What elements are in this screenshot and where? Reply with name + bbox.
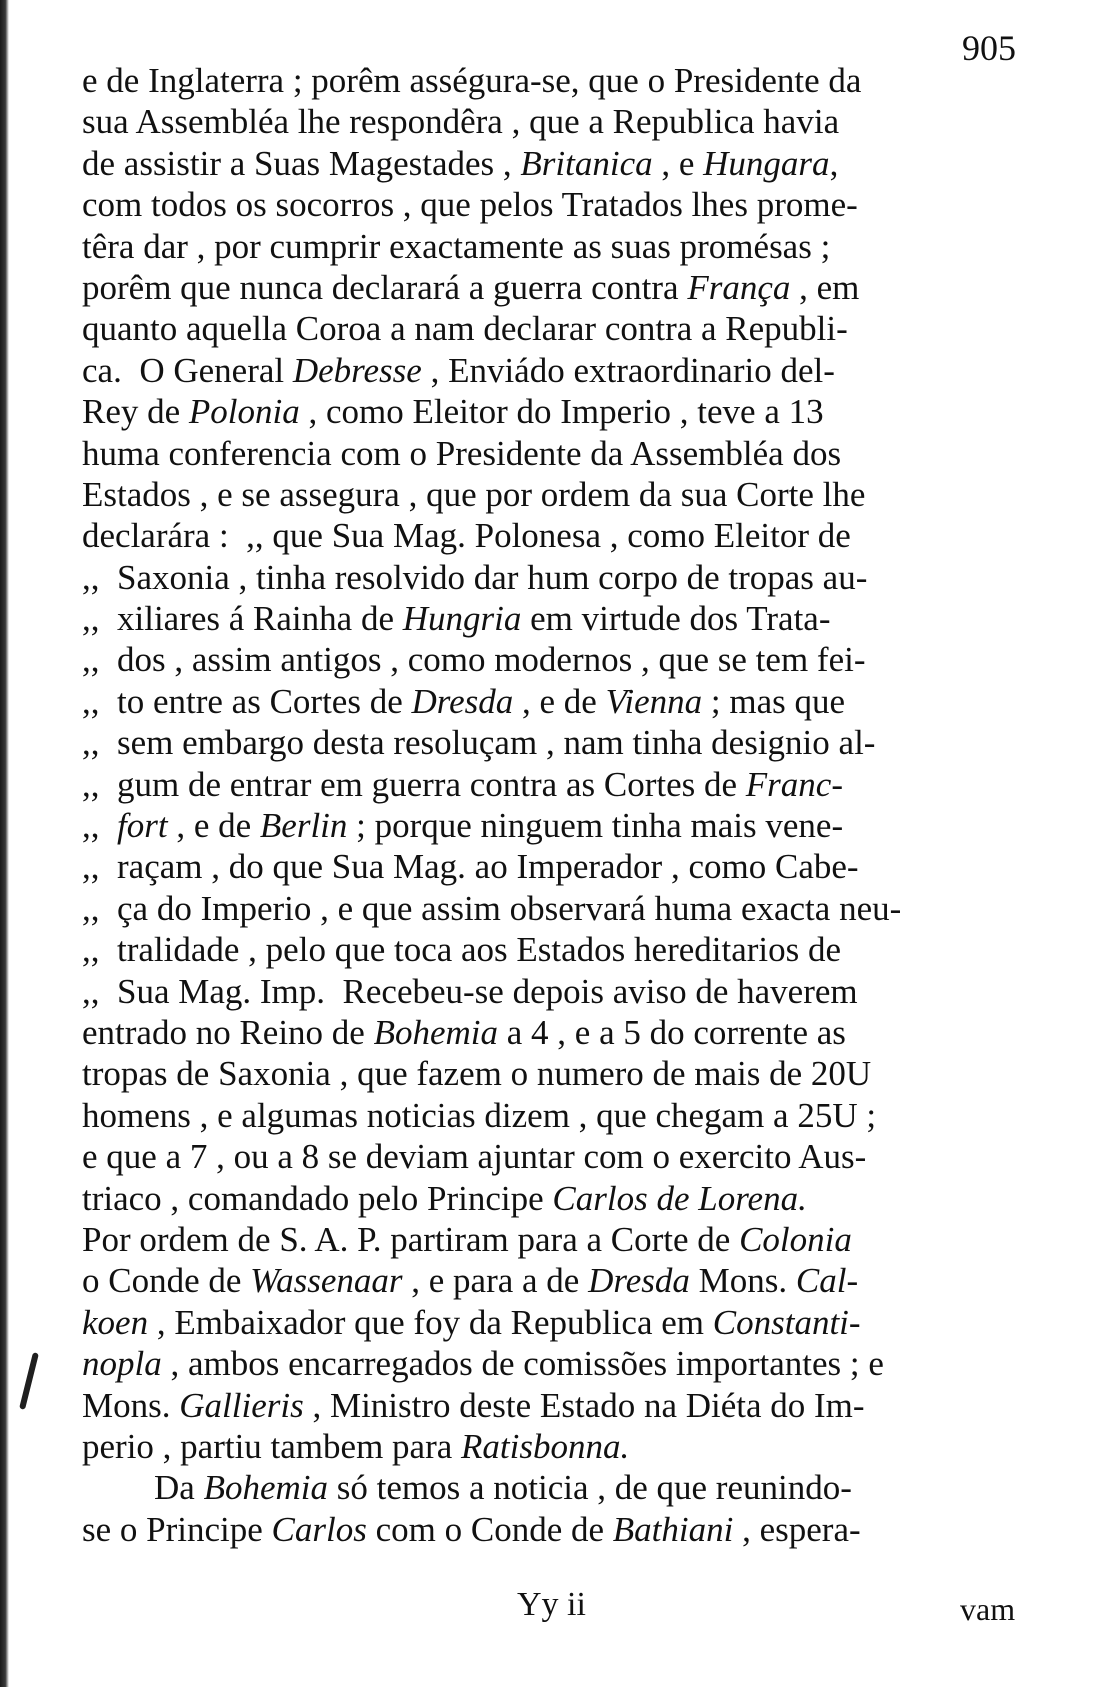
text-line: [82, 722, 1027, 763]
line-text: , e de: [167, 806, 260, 846]
text-line: [82, 515, 1027, 556]
line-text: com o Conde de: [366, 1509, 613, 1549]
text-line: [82, 1136, 1027, 1177]
italic-text: Berlin: [259, 806, 348, 846]
line-text: ,, ça do Imperio , e que assim observará huma exacta neu-: [82, 888, 902, 928]
text-line: [82, 681, 1027, 722]
italic-text: Wassenaar: [250, 1261, 403, 1301]
line-text: e que a 7 , ou a 8 se deviam ajuntar com o exercito Aus-: [82, 1137, 867, 1177]
line-text: triaco , comandado pelo Principe: [82, 1178, 553, 1218]
text-line: [82, 557, 1027, 598]
italic-text: Polonia: [188, 392, 300, 432]
body-text: [82, 60, 1027, 1550]
line-text: de assistir a Suas Magestades ,: [82, 143, 521, 183]
line-text: tropas de Saxonia , que fazem o numero de mais de 20U: [82, 1054, 872, 1094]
italic-text: Bohemia: [203, 1468, 328, 1508]
text-line: [82, 888, 1027, 929]
text-line: [82, 184, 1027, 225]
italic-text: Hungara: [703, 143, 830, 183]
line-text: , espera-: [733, 1509, 861, 1549]
line-text: Mons.: [689, 1261, 796, 1301]
text-line: [82, 846, 1027, 887]
text-line: [82, 60, 1027, 101]
line-text: sua Assembléa lhe respondêra , que a Republica havia: [82, 102, 840, 142]
italic-text: Carlos: [271, 1509, 367, 1549]
text-line: [82, 1467, 1027, 1508]
text-line: [82, 350, 1027, 391]
line-text: ,, Sua Mag. Imp. Recebeu-se depois aviso de haverem: [82, 971, 858, 1011]
text-line: [82, 1302, 1027, 1343]
line-text: com todos os socorros , que pelos Tratados lhes prome-: [82, 185, 858, 225]
line-text: , Embaixador que foy da Republica em: [148, 1302, 713, 1342]
page-number: 905: [962, 28, 1016, 68]
italic-text: Dresda: [411, 681, 514, 721]
line-text: porêm que nunca declarará a guerra contra: [82, 267, 688, 307]
text-line: [82, 1343, 1027, 1384]
line-text: , Ministro deste Estado na Diéta do Im-: [303, 1385, 865, 1425]
italic-text: Bathiani: [612, 1509, 734, 1549]
italic-text: Ratisbonna.: [461, 1426, 630, 1466]
line-text: têra dar , por cumprir exactamente as suas promésas ;: [82, 226, 831, 266]
italic-text: Constanti-: [712, 1302, 861, 1342]
catchword: vam: [960, 1591, 1016, 1627]
text-line: [82, 1095, 1027, 1136]
italic-text: nopla: [82, 1344, 162, 1384]
text-line: [82, 101, 1027, 142]
line-text: Da: [154, 1468, 204, 1508]
italic-text: Cal-: [795, 1261, 859, 1301]
line-text: , em: [790, 267, 860, 307]
text-line: [82, 929, 1027, 970]
line-text: em virtude dos Trata-: [521, 599, 831, 639]
italic-text: Gallieris: [179, 1385, 304, 1425]
text-line: [82, 433, 1027, 474]
text-line: [82, 764, 1027, 805]
line-text: , ambos encarregados de comissões importantes ; e: [161, 1344, 884, 1384]
margin-ink-mark: [19, 1352, 39, 1410]
text-line: [82, 1260, 1027, 1301]
line-text: perio , partiu tambem para: [82, 1426, 462, 1466]
italic-text: Colonia: [739, 1219, 852, 1259]
italic-text: Britanica: [520, 143, 653, 183]
line-text: , e para a de: [402, 1261, 589, 1301]
line-text: o Conde de: [82, 1261, 251, 1301]
line-text: ,, to entre as Cortes de: [82, 681, 412, 721]
italic-text: Vienna: [605, 681, 703, 721]
text-line: [82, 1385, 1027, 1426]
line-text: ; porque ninguem tinha mais vene-: [347, 806, 844, 846]
line-text: só temos a noticia , de que reunindo-: [327, 1468, 852, 1508]
text-line: [82, 391, 1027, 432]
line-text: e de Inglaterra ; porêm asségura-se, que o Presidente da: [82, 61, 862, 100]
text-line: [82, 1219, 1027, 1260]
line-text: ,, Saxonia , tinha resolvido dar hum corpo de tropas au-: [82, 557, 868, 597]
line-text: ,, xiliares á Rainha de: [82, 599, 403, 639]
text-line: [82, 267, 1027, 308]
line-text: Mons.: [82, 1385, 180, 1425]
text-line: [82, 1509, 1027, 1550]
line-text: ,, tralidade , pelo que toca aos Estados hereditarios de: [82, 930, 842, 970]
italic-text: Franc-: [745, 764, 843, 804]
line-text: homens , e algumas noticias dizem , que chegam a 25U ;: [82, 1095, 877, 1135]
line-text: ,, sem embargo desta resoluçam , nam tinha designio al-: [82, 723, 876, 763]
text-line: [82, 971, 1027, 1012]
line-text: ,, gum de entrar em guerra contra as Cortes de: [82, 764, 746, 804]
italic-text: Dresda: [588, 1261, 690, 1301]
italic-text: koen: [82, 1302, 149, 1342]
line-text: ca. O General: [82, 350, 293, 390]
signature-mark: Yy ii: [517, 1586, 586, 1623]
italic-text: França: [687, 267, 791, 307]
line-text: Rey de: [82, 392, 189, 432]
line-text: , como Eleitor do Imperio , teve a 13: [299, 392, 824, 432]
text-line: [82, 639, 1027, 680]
line-text: a 4 , e a 5 do corrente as: [498, 1012, 846, 1052]
line-text: se o Principe: [82, 1509, 272, 1549]
line-text: Estados , e se assegura , que por ordem da sua Corte lhe: [82, 474, 866, 514]
line-text: declarára : ,, que Sua Mag. Polonesa , como Eleitor de: [82, 516, 851, 556]
line-text: , Enviádo extraordinario del-: [421, 350, 835, 390]
line-text: Por ordem de S. A. P. partiram para a Corte de: [82, 1219, 740, 1259]
line-text: quanto aquella Coroa a nam declarar contra a Republi-: [82, 309, 848, 349]
page-footer: [0, 1583, 1100, 1633]
line-text: ,, dos , assim antigos , como modernos , que se tem fei-: [82, 640, 866, 680]
line-text: ,: [829, 143, 839, 183]
text-line: [82, 474, 1027, 515]
text-line: [82, 308, 1027, 349]
italic-text: fort: [117, 806, 168, 846]
italic-text: Carlos de Lorena.: [552, 1178, 807, 1218]
text-line: [82, 805, 1027, 846]
line-text: ,,: [82, 806, 117, 846]
line-text: huma conferencia com o Presidente da Assembléa dos: [82, 433, 842, 473]
text-line: [82, 598, 1027, 639]
line-text: , e: [652, 143, 704, 183]
italic-text: Debresse: [292, 350, 422, 390]
text-line: [82, 1012, 1027, 1053]
line-text: , e de: [513, 681, 606, 721]
line-text: ; mas que: [702, 681, 846, 721]
line-text: ,, raçam , do que Sua Mag. ao Imperador , como Cabe-: [82, 847, 859, 887]
line-text: entrado no Reino de: [82, 1012, 374, 1052]
text-line: [82, 1053, 1027, 1094]
text-line: [82, 1426, 1027, 1467]
italic-text: Hungria: [402, 599, 522, 639]
text-line: [82, 226, 1027, 267]
text-line: [82, 143, 1027, 184]
italic-text: Bohemia: [373, 1012, 499, 1052]
page-binding-edge: [0, 0, 9, 1687]
text-line: [82, 1178, 1027, 1219]
